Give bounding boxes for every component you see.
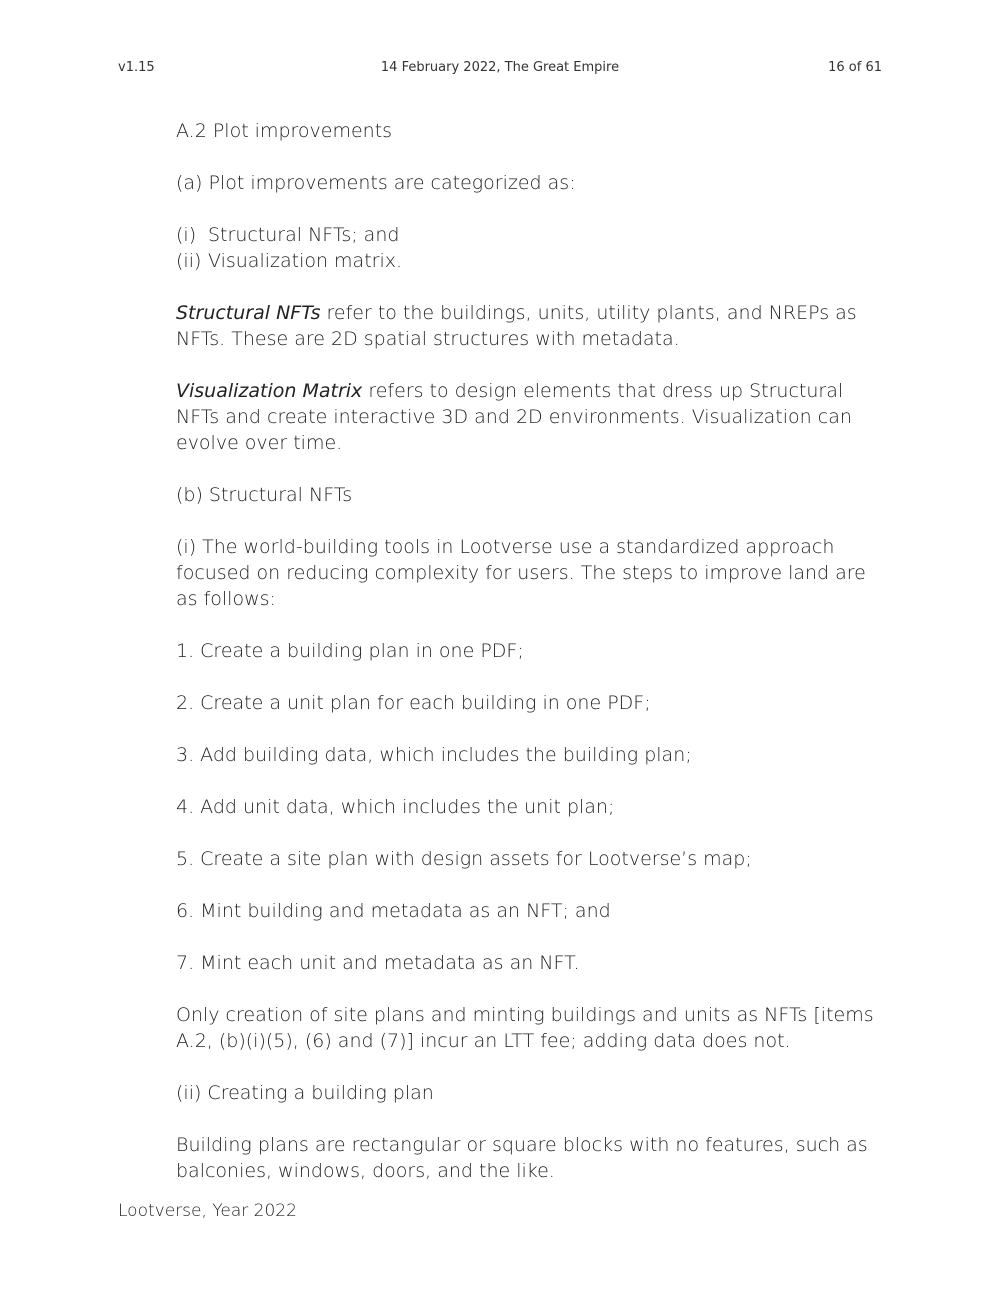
visualization-term: Visualization Matrix <box>176 380 363 402</box>
list-item <box>176 222 886 248</box>
b-ii-text: Building plans are rectangular or square blocks with no features, such as balconies, windows, doors, and the like. <box>176 1134 868 1182</box>
visualization-text: refers to design elements that dress up Structural NFTs and create interactive 3D and 2D environments. Visualization can evolve over time. <box>176 380 852 454</box>
step-item: 1. Create a building plan in one PDF; <box>176 640 524 662</box>
list-item-text: Structural NFTs; and <box>208 224 400 246</box>
list-item-number: (i) <box>176 224 197 246</box>
a-intro: (a) Plot improvements are categorized as: <box>176 172 576 194</box>
header-page-number: 16 of 61 <box>828 60 882 75</box>
list-item-text: Visualization matrix. <box>208 250 403 272</box>
b-heading: (b) Structural NFTs <box>176 484 353 506</box>
visualization-definition <box>176 378 886 456</box>
structural-text: refer to the buildings, units, utility plants, and NREPs as NFTs. These are 2D spatial structures with metadata. <box>176 302 857 350</box>
structural-definition <box>176 300 886 352</box>
structural-term: Structural NFTs <box>176 302 321 324</box>
list-item-number: (ii) <box>176 250 202 272</box>
fee-note: Only creation of site plans and minting buildings and units as NFTs [items A.2, (b)(i)(5), (6) and (7)] incur an LTT fee; adding data does not. <box>176 1004 874 1052</box>
b-i-intro: (i) The world-building tools in Lootverse use a standardized approach focused on reducing complexity for users. The steps to improve land are as follows: <box>176 536 866 610</box>
header-version: v1.15 <box>118 60 155 75</box>
b-ii-heading: (ii) Creating a building plan <box>176 1082 434 1104</box>
header-date-title: 14 February 2022, The Great Empire <box>380 60 620 75</box>
list-item <box>176 248 886 274</box>
step-item: 7. Mint each unit and metadata as an NFT. <box>176 952 580 974</box>
footer: Lootverse, Year 2022 <box>118 1201 297 1221</box>
step-item: 5. Create a site plan with design assets for Lootverse’s map; <box>176 848 752 870</box>
step-item: 2. Create a unit plan for each building in one PDF; <box>176 692 651 714</box>
step-item: 6. Mint building and metadata as an NFT; and <box>176 900 611 922</box>
step-item: 4. Add unit data, which includes the unit plan; <box>176 796 615 818</box>
section-title: A.2 Plot improvements <box>176 120 393 142</box>
step-item: 3. Add building data, which includes the building plan; <box>176 744 692 766</box>
page-body <box>176 118 886 1210</box>
